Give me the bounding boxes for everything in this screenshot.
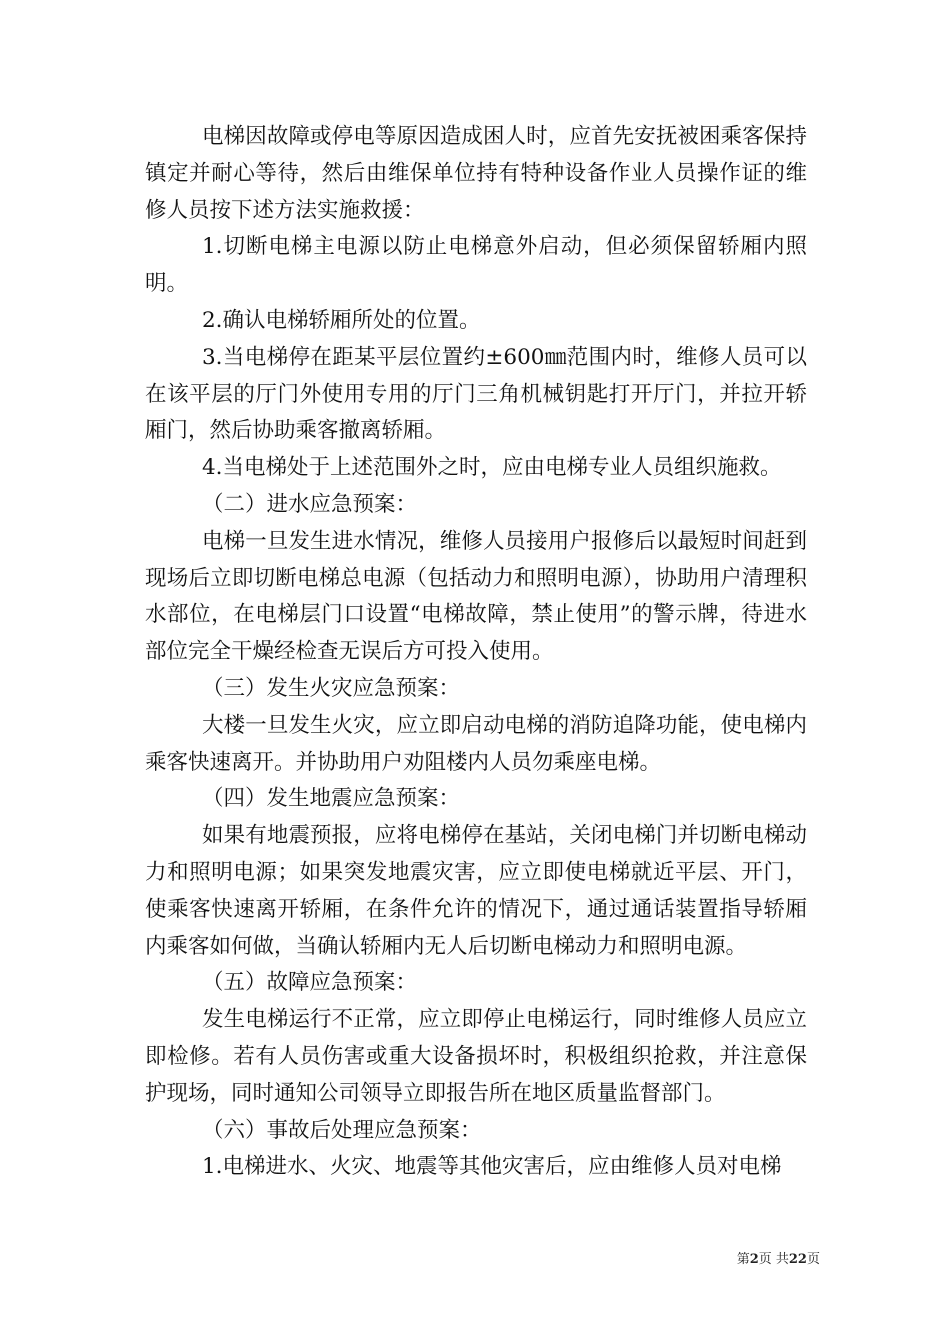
paragraph-step-2: 2.确认电梯轿厢所处的位置。: [202, 307, 481, 333]
heading-earthquake-plan: （四）发生地震应急预案：: [202, 786, 461, 812]
paragraph-earthquake-plan: 如果有地震预报，应将电梯停在基站，关闭电梯门并切断电梯动力和照明电源；如果突发地震灾害，应立即使电梯就近平层、开门，使乘客快速离开轿厢，在条件允许的情况下，通过通话装置指导轿厢内乘客如何做，当确认轿厢内无人后切断电梯动力和照明电源。: [145, 823, 807, 959]
paragraph-fault-plan: 发生电梯运行不正常，应立即停止电梯运行，同时维修人员应立即检修。若有人员伤害或重大设备损坏时，积极组织抢救，并注意保护现场，同时通知公司领导立即报告所在地区质量监督部门。: [145, 1007, 807, 1106]
footer-middle: 页 共: [758, 1252, 789, 1267]
footer-prefix: 第: [736, 1252, 750, 1267]
paragraph-step-4: 4.当电梯处于上述范围外之时，应由电梯专业人员组织施救。: [202, 455, 782, 481]
paragraph-step-1: 1.切断电梯主电源以防止电梯意外启动，但必须保留轿厢内照明。: [145, 234, 807, 297]
heading-water-plan: （二）进水应急预案：: [202, 491, 418, 517]
paragraph-step-3: 3.当电梯停在距某平层位置约±600㎜范围内时，维修人员可以在该平层的厅门外使用专用的厅门三角机械钥匙打开厅门，并拉开轿厢门，然后协助乘客撤离轿厢。: [145, 344, 807, 444]
heading-fire-plan: （三）发生火灾应急预案：: [202, 675, 461, 701]
paragraph-fire-plan: 大楼一旦发生火灾，应立即启动电梯的消防追降功能，使电梯内乘客快速离开。并协助用户劝阻楼内人员勿乘座电梯。: [145, 712, 807, 775]
heading-fault-plan: （五）故障应急预案：: [202, 970, 418, 996]
current-page-number: 2: [749, 1252, 759, 1267]
heading-aftermath-plan: （六）事故后处理应急预案：: [202, 1117, 482, 1143]
paragraph-water-plan: 电梯一旦发生进水情况，维修人员接用户报修后以最短时间赶到现场后立即切断电梯总电源（包括动力和照明电源），协助用户清理积水部位，在电梯层门口设置“电梯故障，禁止使用”的警示牌，待进水部位完全干燥经检查无误后方可投入使用。: [145, 528, 807, 665]
total-page-count: 22: [788, 1252, 807, 1267]
paragraph-aftermath-step-1: 1.电梯进水、火灾、地震等其他灾害后，应由维修人员对电梯: [202, 1154, 782, 1180]
footer-suffix: 页: [806, 1252, 820, 1267]
paragraph-intro: 电梯因故障或停电等原因造成困人时，应首先安抚被困乘客保持镇定并耐心等待，然后由维保单位持有特种设备作业人员操作证的维修人员按下述方法实施救援：: [145, 124, 807, 223]
page-footer: [0, 1248, 820, 1267]
body-text: [145, 119, 807, 1186]
